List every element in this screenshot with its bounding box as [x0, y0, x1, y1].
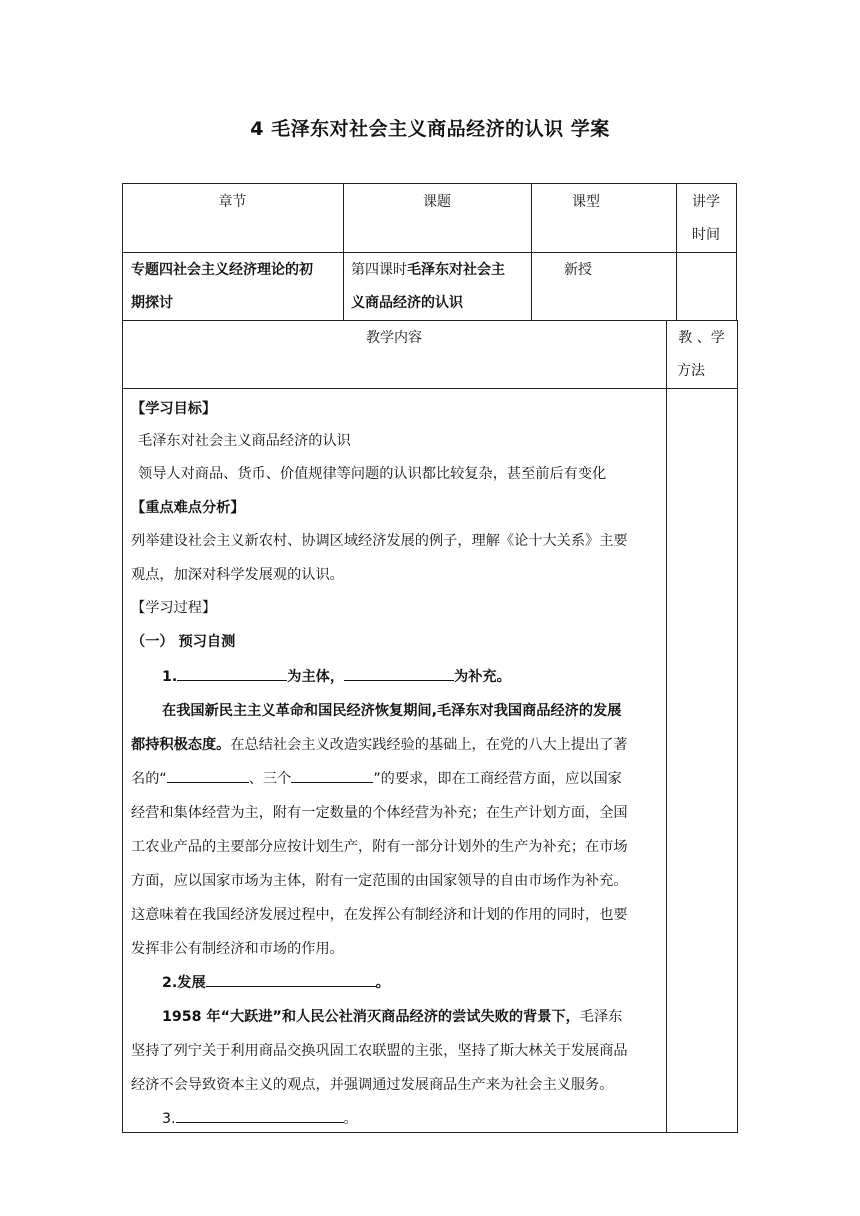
goal-item-2: 领导人对商品、货币、价值规律等问题的认识都比较复杂，甚至前后有变化 — [138, 466, 607, 482]
question-1-blank-a[interactable] — [177, 664, 287, 681]
paragraph-2-line3: 经济不会导致资本主义的观点，并强调通过发展商品生产来为社会主义服务。 — [131, 1077, 614, 1093]
key-text-line2: 观点，加深对科学发展观的认识。 — [131, 567, 344, 583]
paragraph-2-line1 — [162, 1000, 622, 1034]
topic-lesson-number: 第四课时 — [351, 262, 407, 278]
paragraph-1-line6: 方面，应以国家市场为主体，附有一定范围的由国家领导的自由市场作为补充。 — [131, 873, 628, 889]
topic-value-line1 — [351, 254, 505, 286]
paragraph-1-quote-close: ”的要求，即在工商经营方面，应以国家 — [373, 771, 622, 787]
paragraph-1-line8: 发挥非公有制经济和市场的作用。 — [131, 941, 344, 957]
paragraph-1-line2 — [131, 728, 628, 762]
paragraph-1-quote-open: 名的“ — [131, 771, 167, 787]
process-heading: 【学习过程】 — [131, 600, 217, 616]
paragraph-1-line7: 这意味着在我国经济发展过程中，在发挥公有制经济和计划的作用的同时，也要 — [131, 907, 628, 923]
paragraph-1-line1: 在我国新民主主义革命和国民经济恢复期间,毛泽东对我国商品经济的发展 — [162, 703, 622, 719]
header-chapter: 章节 — [218, 194, 247, 210]
header-topic: 课题 — [423, 194, 451, 210]
method-header-line2: 方法 — [677, 363, 705, 379]
question-2-blank[interactable] — [206, 970, 376, 987]
question-3-end: 。 — [343, 1111, 358, 1127]
question-3-blank[interactable] — [176, 1106, 344, 1123]
header-time-line1: 讲学 — [692, 194, 720, 210]
question-2 — [162, 966, 390, 1000]
question-1-end: 为补充。 — [454, 669, 511, 685]
chapter-value-line2: 期探讨 — [131, 295, 173, 311]
method-header-line1: 教 、学 — [678, 330, 725, 346]
paragraph-1-line3 — [131, 762, 622, 796]
paragraph-1-line4: 经营和集体经营为主，附有一定数量的个体经营为补充；在生产计划方面，全国 — [131, 805, 628, 821]
type-value: 新授 — [564, 262, 592, 278]
goal-item-1: 毛泽东对社会主义商品经济的认识 — [138, 433, 351, 449]
chapter-value-line1: 专题四社会主义经济理论的初 — [131, 262, 313, 278]
question-1-number: 1. — [162, 669, 178, 685]
question-1 — [162, 660, 511, 694]
paragraph-2-line1-rest: 毛泽东 — [579, 1009, 623, 1025]
paragraph-1-three: 、三个 — [248, 771, 292, 787]
paragraph-1-blank-b[interactable] — [291, 766, 373, 783]
key-text-line1: 列举建设社会主义新农村、协调区域经济发展的例子，理解《论十大关系》主要 — [131, 533, 628, 549]
question-1-middle: 为主体， — [287, 669, 345, 685]
paragraph-2-line2: 坚持了列宁关于利用商品交换巩固工农联盟的主张，坚持了斯大林关于发展商品 — [131, 1043, 628, 1059]
paragraph-1-line2-rest: 在总结社会主义改造实践经验的基础上，在党的八大上提出了著 — [230, 737, 628, 753]
preview-heading: （一） 预习自测 — [131, 634, 236, 650]
question-3-number: 3. — [162, 1111, 176, 1127]
content-header: 教学内容 — [366, 330, 422, 346]
paragraph-1-bold-phrase: 都持积极态度。 — [131, 737, 231, 753]
header-time-line2: 时间 — [692, 227, 720, 243]
question-3 — [162, 1102, 358, 1136]
paragraph-1-line5: 工农业产品的主要部分应按计划生产，附有一部分计划外的生产为补充；在市场 — [131, 839, 628, 855]
header-type: 课型 — [572, 194, 600, 210]
topic-lesson-title: 毛泽东对社会主 — [407, 262, 505, 278]
question-1-blank-b[interactable] — [344, 664, 454, 681]
goal-heading: 【学习目标】 — [131, 401, 217, 417]
topic-value-line2: 义商品经济的认识 — [351, 295, 463, 311]
paragraph-1-blank-a[interactable] — [167, 766, 249, 783]
question-2-label: 2.发展 — [162, 975, 206, 991]
key-heading: 【重点难点分析】 — [131, 500, 245, 516]
question-2-end: 。 — [375, 975, 390, 991]
document-title: 4 毛泽东对社会主义商品经济的认识 学案 — [250, 118, 610, 140]
paragraph-2-bold-phrase: 1958 年“大跃进”和人民公社消灭商品经济的尝试失败的背景下， — [162, 1009, 580, 1025]
